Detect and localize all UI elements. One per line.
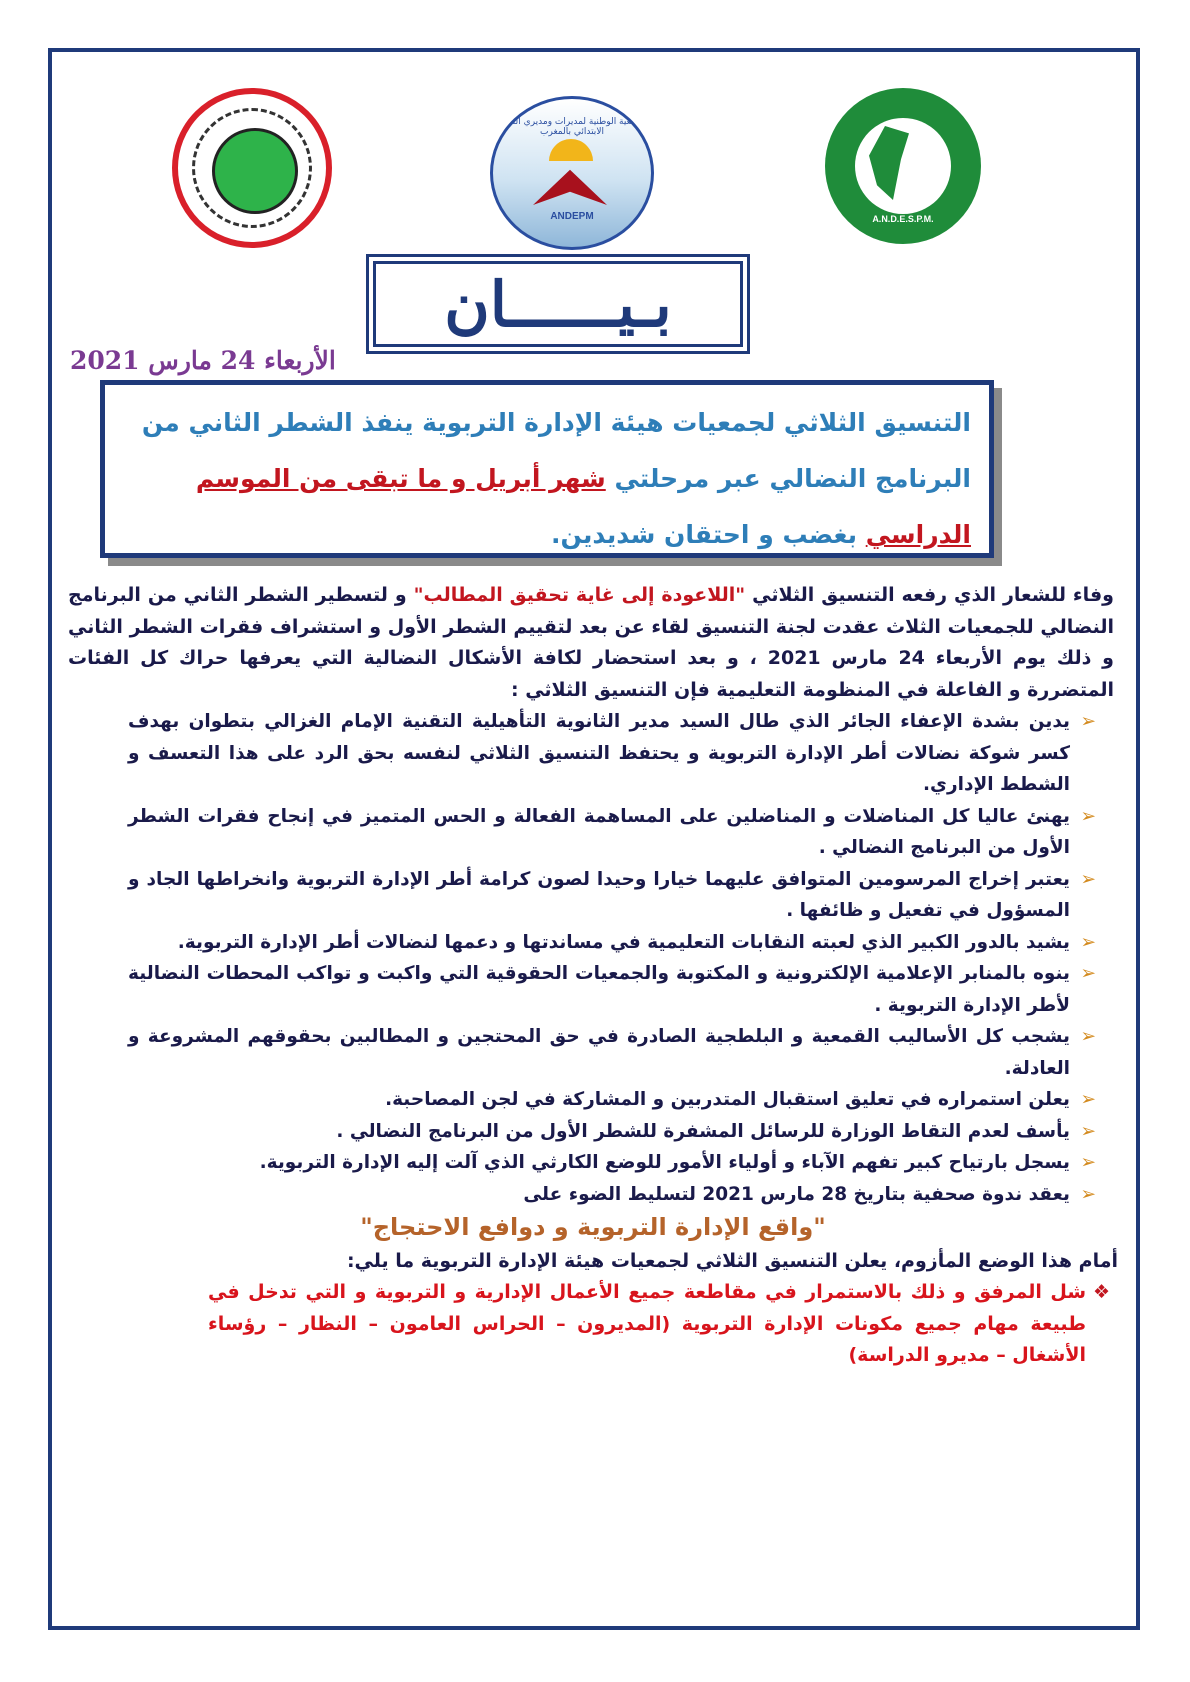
list-item: ➢ يسجل بارتياح كبير تفهم الآباء و أولياء الأمور للوضع الكارثي الذي آلت إليه الإدارة التربوية. xyxy=(128,1147,1096,1179)
arrow-icon: ➢ xyxy=(1080,1026,1096,1047)
logo-andespm-label: A.N.D.E.S.P.M. xyxy=(872,214,934,224)
intro-a: وفاء للشعار الذي رفعه التنسيق الثلاثي xyxy=(745,584,1114,606)
headline-part2: بغضب و احتقان شديدين. xyxy=(551,520,866,549)
logos-row xyxy=(0,88,1190,248)
logo-andepm-text: الجمعية الوطنية لمديرات ومديري التعليم الابتدائي بالمغرب xyxy=(496,117,648,137)
list-item: ➢ يعقد ندوة صحفية بتاريخ 28 مارس 2021 لتسليط الضوء على xyxy=(128,1179,1096,1211)
arrow-icon: ➢ xyxy=(1080,868,1096,890)
list-item: ➢ يدين بشدة الإعفاء الجائر الذي طال السيد مدير الثانوية التأهيلية التقنية الإمام الغزالي بتطوان بهدف كسر شوكة نضالات أطر الإدارة التربوية و يحتفظ التنسيق الثلاثي لنفسه بحق الرد على هذا التعسف و الشطط الإداري. xyxy=(128,706,1096,801)
slogan: "اللاعودة إلى غاية تحقيق المطالب" xyxy=(413,584,746,606)
arrow-icon: ➢ xyxy=(1080,1152,1096,1173)
final-text: شل المرفق و ذلك بالاستمرار في مقاطعة جميع الأعمال الإدارية و التربوية و التي تدخل في طبيعة مهام جميع مكونات الإدارة التربوية (المديرون – الحراس العامون – النظار – رؤساء الأشغال – مديرو الدراسة) xyxy=(208,1281,1086,1366)
list-item: ➢ يهنئ عاليا كل المناضلات و المناضلين على المساهمة الفعالة و الحس المتميز في إنجاح فقرات الشطر الأول من البرنامج النضالي . xyxy=(128,801,1096,864)
diamond-icon: ❖ xyxy=(1092,1281,1110,1303)
press-topic: "واقع الإدارة التربوية و دوافع الاحتجاج" xyxy=(360,1213,826,1241)
bullet-list xyxy=(68,706,1118,1210)
logo-andespm xyxy=(825,88,981,244)
logo-emblem xyxy=(212,128,298,214)
logo-andepm xyxy=(490,96,654,250)
page-title: بـيــــــان xyxy=(444,267,672,341)
arrow-icon: ➢ xyxy=(1080,931,1096,953)
intro-b: و لتسطير الشطر الثاني من البرنامج النضالي للجمعيات الثلاث عقدت لجنة التنسيق لقاء عن بعد لتقييم الشطر الأول و استشراف فقرات الشطر الثاني و ذلك يوم الأربعاء 24 مارس 2021 ، و بعد استحضار لكافة الأشكال النضالية التي يعرفها حراك كل الفئات المتضررة و الفاعلة في المنظومة التعليمية فإن التنسيق الثلاثي : xyxy=(68,584,1114,701)
statement-body xyxy=(68,580,1118,1372)
arrow-icon: ➢ xyxy=(1080,1120,1096,1142)
logo-andsg xyxy=(172,88,332,248)
list-item: ➢ يعلن استمراره في تعليق استقبال المتدربين و المشاركة في لجن المصاحبة. xyxy=(128,1084,1096,1116)
headline-part1: التنسيق الثلاثي لجمعيات هيئة الإدارة التربوية ينفذ الشطر الثاني من البرنامج النضالي عبر مرحلتي xyxy=(141,408,971,493)
title-box xyxy=(366,254,750,354)
arrow-icon: ➢ xyxy=(1080,1089,1096,1110)
date: الأربعاء 24 مارس 2021 xyxy=(70,346,336,375)
arrow-icon: ➢ xyxy=(1080,711,1096,732)
list-item: ➢ ينوه بالمنابر الإعلامية الإلكترونية و المكتوبة والجمعيات الحقوقية التي واكبت و تواكب المحطات النضالية لأطر الإدارة التربوية . xyxy=(128,958,1096,1021)
title-inner xyxy=(373,261,743,347)
list-item: ➢ يعتبر إخراج المرسومين المتوافق عليهما خيارا وحيدا لصون كرامة أطر الإدارة التربوية وانخراطها الجاد و المسؤول في تفعيل و ظائفها . xyxy=(128,864,1096,927)
sun-icon xyxy=(549,139,593,161)
arrow-icon: ➢ xyxy=(1080,963,1096,984)
book-icon xyxy=(533,161,607,205)
announce-text: أمام هذا الوضع المأزوم، يعلن التنسيق الثلاثي لجمعيات هيئة الإدارة التربوية ما يلي: xyxy=(346,1249,1118,1272)
arrow-icon: ➢ xyxy=(1080,1183,1096,1205)
arrow-icon: ➢ xyxy=(1080,805,1096,827)
list-item: ➢ يأسف لعدم التقاط الوزارة للرسائل المشفرة للشطر الأول من البرنامج النضالي . xyxy=(128,1116,1096,1148)
intro-paragraph xyxy=(68,580,1118,706)
final-demand xyxy=(208,1277,1110,1372)
list-item: ➢ يشجب كل الأساليب القمعية و البلطجية الصادرة في حق المحتجين و المطالبين بحقوقهم المشروعة و العادلة. xyxy=(128,1021,1096,1084)
logo-andepm-label: ANDEPM xyxy=(550,211,594,222)
list-item: ➢ يشيد بالدور الكبير الذي لعبته النقابات التعليمية في مساندتها و دعمها لنضالات أطر الإدارة التربوية. xyxy=(128,927,1096,959)
headline-box xyxy=(100,380,994,558)
headline-red: شهر أبريل و ما تبقى من الموسم الدراسي xyxy=(195,464,971,549)
